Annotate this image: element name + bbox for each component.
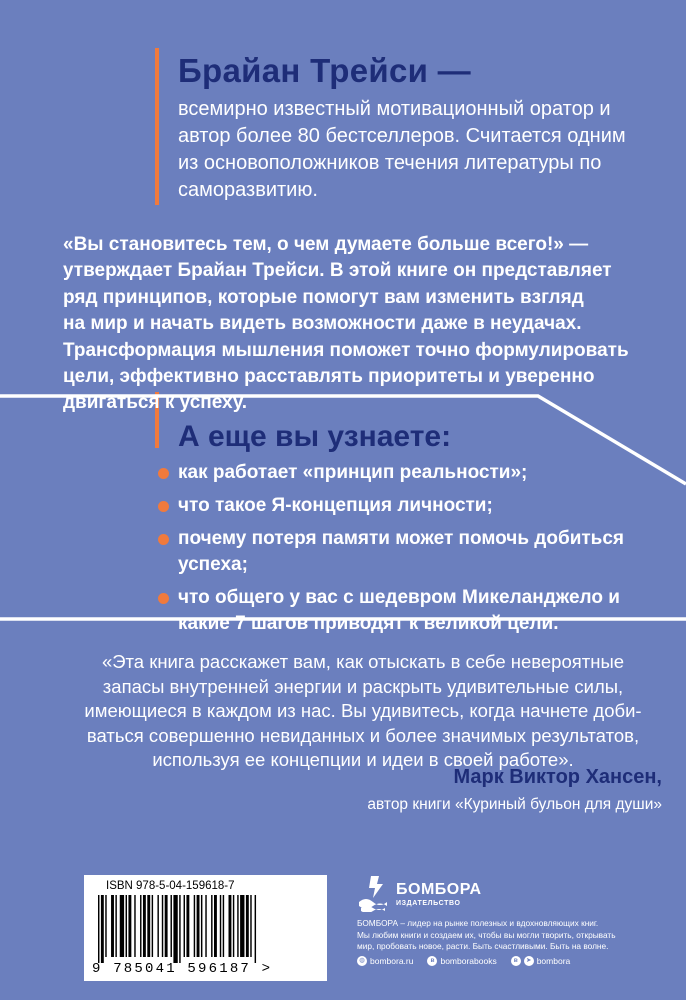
review-line: используя ее концепции и идеи в своей работе». (152, 749, 574, 771)
intro-paragraph (63, 232, 663, 417)
social-link-vk[interactable] (427, 956, 496, 966)
intro-line: цели, эффективно расставлять приоритеты и уверенно (63, 366, 595, 388)
intro-line: ряд принципов, которые помогут вам изменить взгляд (63, 286, 584, 308)
intro-line: двигаться к успеху. (63, 392, 248, 414)
social-link-site[interactable] (357, 956, 413, 966)
intro-line: утверждает Брайан Трейси. В этой книге он представляет (63, 260, 612, 282)
publisher-line: БОМБОРА – лидер на рынке полезных и вдохновляющих книг. (357, 918, 599, 928)
list-item (158, 460, 658, 486)
social-links (357, 956, 570, 966)
list-item-text: почему потеря памяти может помочь добиться успеха; (178, 528, 625, 575)
social-label: bombora.ru (370, 956, 414, 966)
review-line: имеющиеся в каждом из нас. Вы удивитесь, когда начнете доби- (84, 700, 642, 722)
review-line: ваться совершенно невиданных и более значимых результатов, (86, 724, 640, 746)
globe-icon: ◍ (357, 956, 367, 966)
review-author: Марк Виктор Хансен, (453, 766, 662, 788)
barcode-box (84, 875, 327, 981)
publisher-subtitle: ИЗДАТЕЛЬСТВО (396, 900, 461, 907)
list-item-text: что общего у вас с шедевром Микеланджело и какие 7 шагов приводят к великой цели. (178, 587, 620, 634)
bullet-dot-icon (158, 534, 169, 545)
learn-heading: А еще вы узнаете: (178, 420, 452, 453)
social-label: bomborabooks (440, 956, 497, 966)
barcode-icon (90, 893, 321, 963)
author-name: Брайан Трейси — (178, 52, 471, 89)
author-description: всемирно известный мотивационный оратор и автор более 80 бестселлеров. Считается одним из основоположников течения литературы по саморазвитию. (178, 98, 626, 201)
review-quote (60, 650, 666, 773)
list-item-text: что такое Я-концепция личности; (178, 495, 493, 516)
intro-line: «Вы становитесь тем, о чем думаете больше всего!» — (63, 234, 589, 255)
publisher-line: Мы любим книги и создаем их, чтобы вы могли творить, открывать (357, 929, 616, 940)
vk-icon: в (427, 956, 437, 966)
list-item (158, 526, 658, 578)
isbn-text: ISBN 978-5-04-159618-7 (106, 880, 235, 892)
bullet-dot-icon (158, 501, 169, 512)
review-line: запасы внутренней энергии и раскрыть удивительные силы, (102, 675, 624, 697)
bullet-dot-icon (158, 593, 169, 604)
learn-list (158, 460, 658, 644)
publisher-line: мир, пробовать новое, расти. Быть счастливыми. Быть на волне. (357, 941, 609, 951)
intro-line: на мир и начать видеть возможности даже в неудачах. (63, 313, 582, 335)
publisher-description (357, 918, 667, 953)
bombora-logo-icon (357, 874, 393, 912)
barcode-digits: 9 785041 596187 > (92, 961, 273, 977)
list-item (158, 585, 658, 637)
review-source: автор книги «Куриный бульон для души» (367, 796, 662, 813)
social-link-telegram[interactable] (511, 956, 571, 966)
list-item-text: как работает «принцип реальности»; (178, 462, 528, 483)
list-item (158, 493, 658, 519)
social-label: bombora (536, 956, 571, 966)
review-line: «Эта книга расскажет вам, как отыскать в себе невероятные (101, 651, 625, 672)
bullet-dot-icon (158, 468, 169, 479)
vk-small-icon: в (511, 956, 521, 966)
telegram-icon: ➤ (524, 956, 534, 966)
intro-line: Трансформация мышления поможет точно формулировать (63, 339, 629, 361)
publisher-name: БОМБОРА (396, 881, 482, 898)
